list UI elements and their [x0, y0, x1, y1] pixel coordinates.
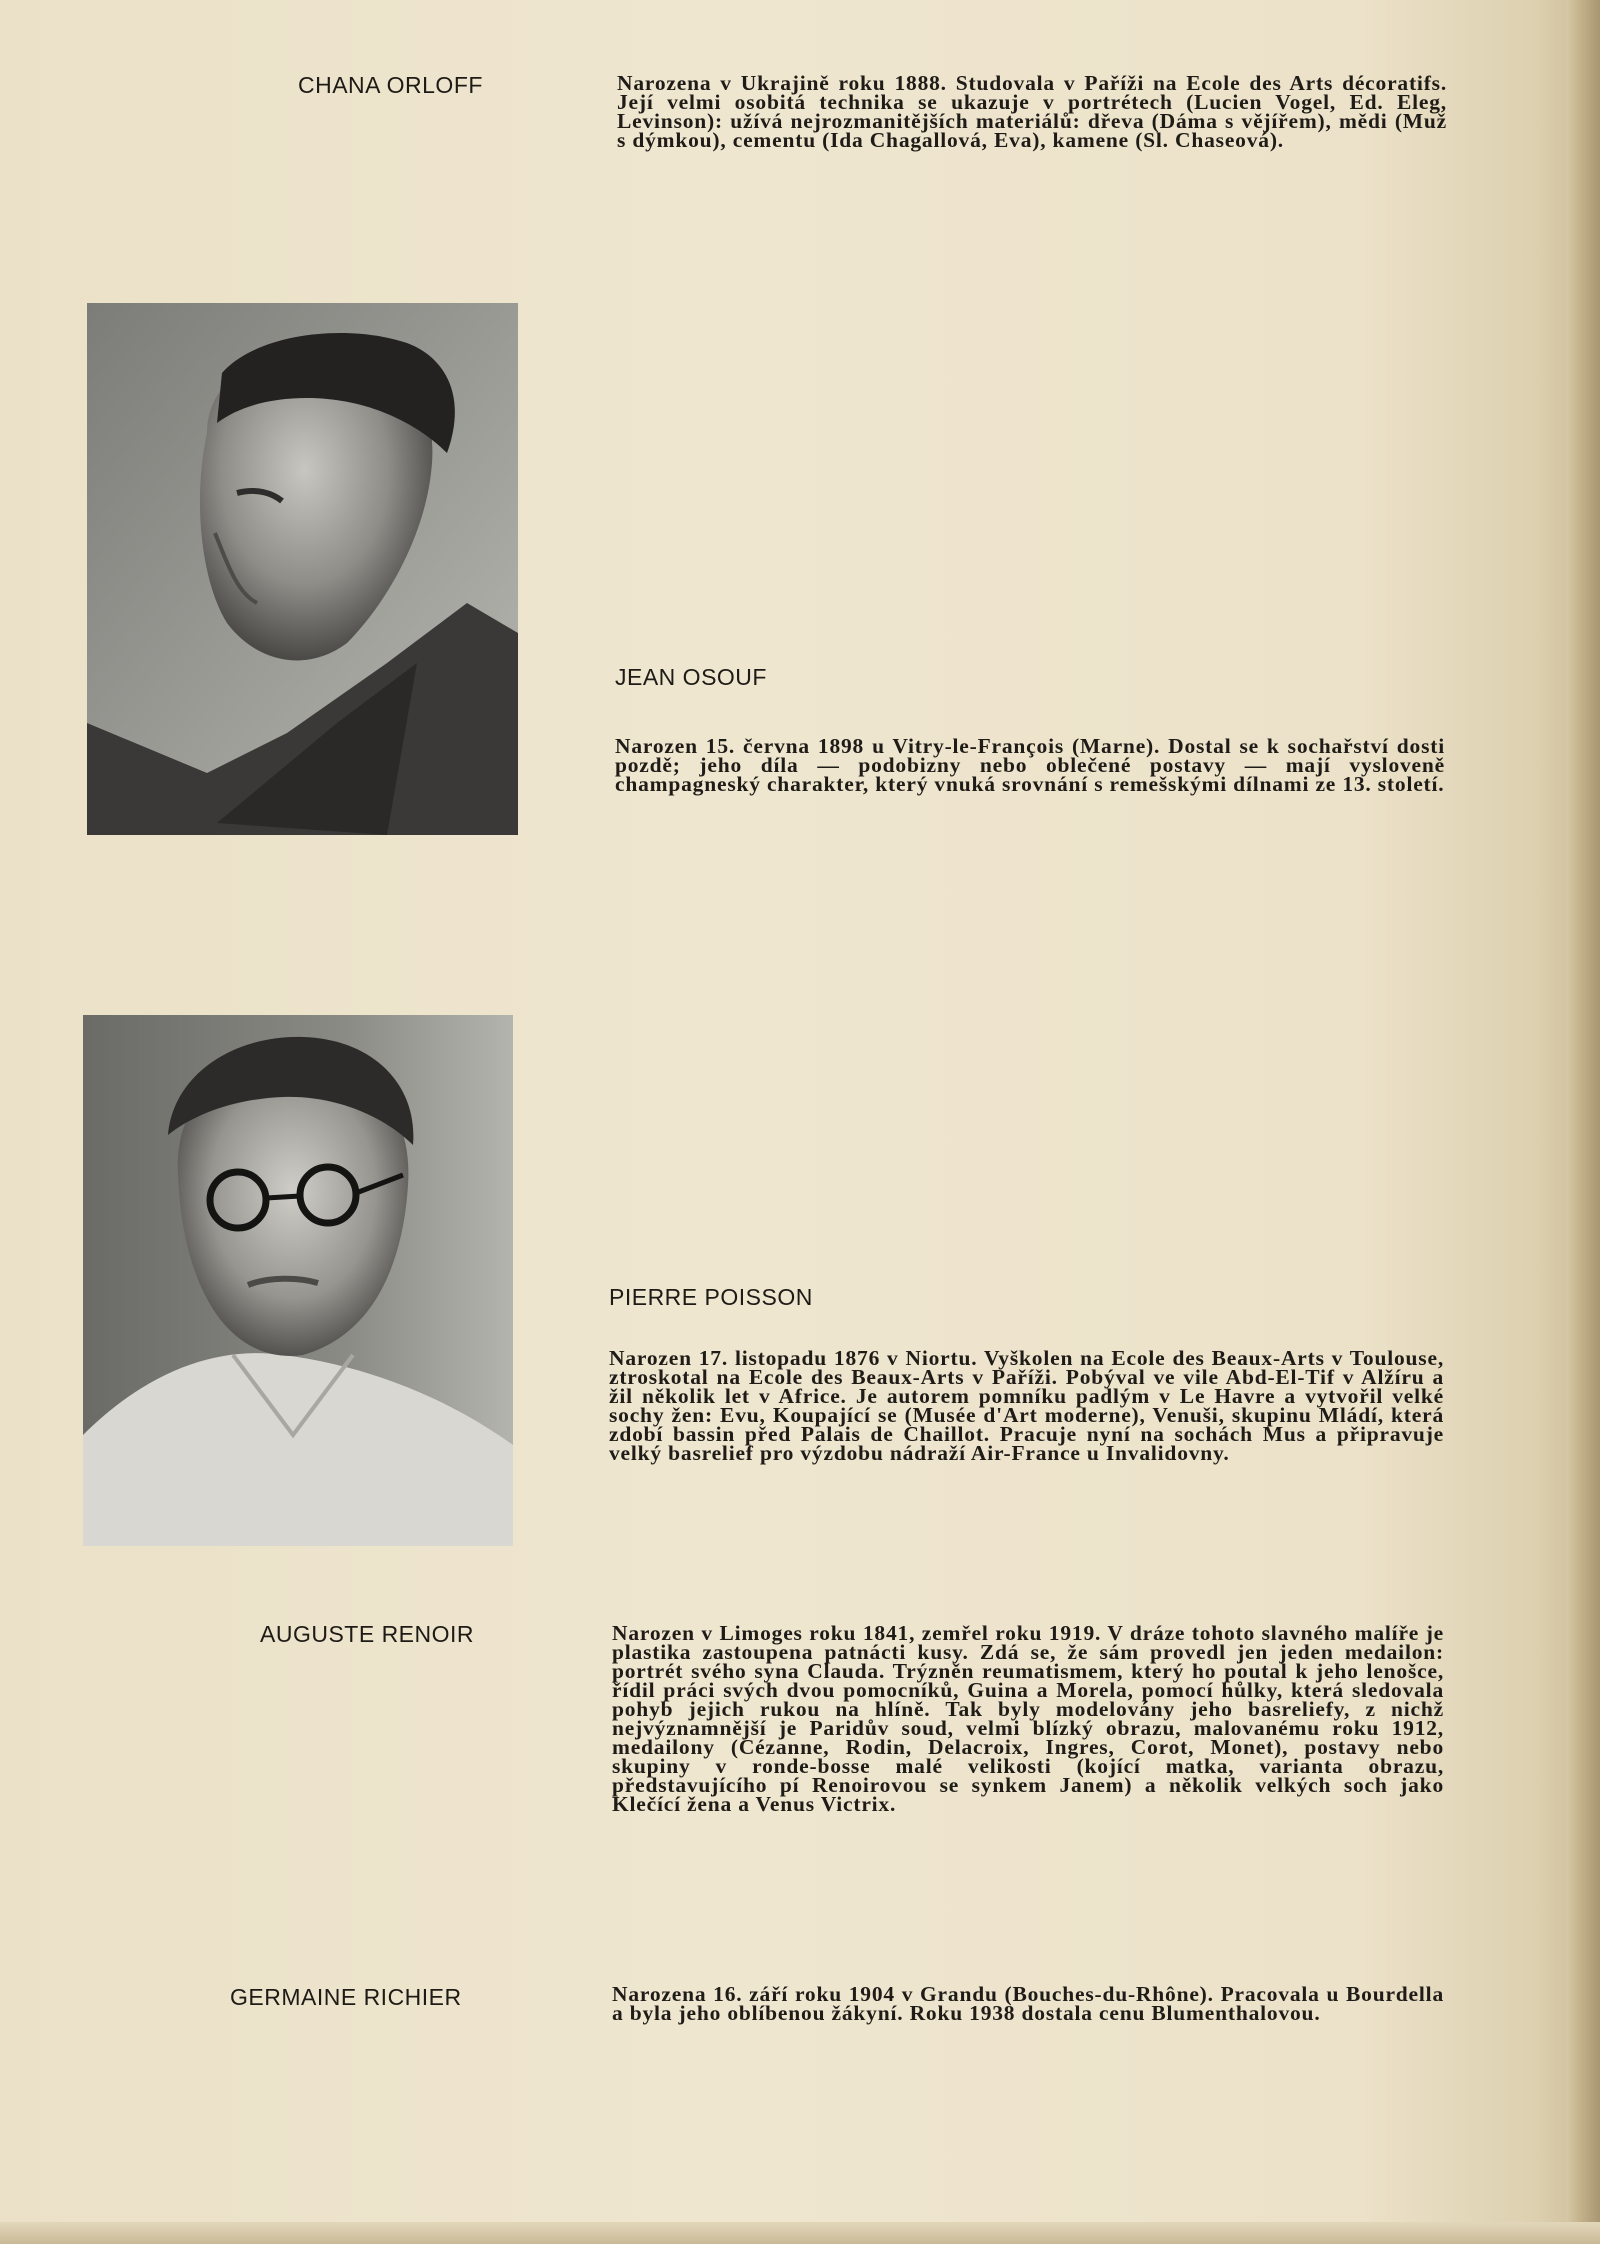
- artist-bio-jean-osouf: Narozen 15. června 1898 u Vitry-le-François (Marne). Dostal se k sochařství dosti pozdě; jeho díla — podobizny nebo oblečené postavy — mají vysloveně champagneský charakter, který vnuká srovnání s remešskými dílnami ze 13. století.: [615, 734, 1445, 796]
- artist-name-pierre-poisson: PIERRE POISSON: [609, 1284, 813, 1310]
- page-edge-right: [1566, 0, 1600, 2244]
- portrait-photo-pierre-poisson: [83, 1015, 513, 1546]
- artist-bio-auguste-renoir: Narozen v Limoges roku 1841, zemřel roku 1919. V dráze tohoto slavného malíře je plastika zastoupena patnácti kusy. Zdá se, že sám provedl jen jeden medailon: portrét svého syna Clauda. Trýzněn reumatismem, který ho poutal k jeho lenošce, řídil práci svých dvou pomocníků, Guina a Morela, pomocí hůlky, která sledovala pohyb jejich rukou na hlíně. Tak byly modelovány jeho basreliefy, z nichž nejvýznamnější je Paridův soud, velmi blízký obrazu, malovanému roku 1912, medailony (Cézanne, Rodin, Delacroix, Ingres, Corot, Monet), postavy nebo skupiny v ronde-bosse malé velikosti (kojící matka, varianta obrazu, představujícího pí Renoirovou se synkem Janem) a několik velkých soch jako Klečící žena a Venus Victrix.: [612, 1621, 1444, 1816]
- artist-name-germaine-richier: GERMAINE RICHIER: [230, 1984, 462, 2010]
- page-edge-bottom: [0, 2222, 1600, 2244]
- artist-name-auguste-renoir: AUGUSTE RENOIR: [260, 1621, 475, 1647]
- artist-bio-pierre-poisson: Narozen 17. listopadu 1876 v Niortu. Vyškolen na Ecole des Beaux-Arts v Toulouse, ztroskotal na Ecole des Beaux-Arts v Paříži. Pobýval ve vile Abd-El-Tif v Alžíru a žil několik let v Africe. Je autorem pomníku padlým v Le Havre a vytvořil velké sochy žen: Evu, Koupající se (Musée d'Art moderne), Venuši, skupinu Mládí, která zdobí bassin před Palais de Chaillot. Pracuje nyní na sochách Mus a připravuje velký basrelief pro výzdobu nádraží Air-France u Invalidovny.: [609, 1346, 1444, 1465]
- artist-bio-chana-orloff: Narozena v Ukrajině roku 1888. Studovala v Paříži na Ecole des Arts décoratifs. Její velmi osobitá technika se ukazuje v portrétech (Lucien Vogel, Ed. Eleg, Levinson): užívá nejrozmanitějších materiálů: dřeva (Dáma s vějířem), mědi (Muž s dýmkou), cementu (Ida Chagallová, Eva), kamene (Sl. Chaseová).: [617, 71, 1447, 152]
- artist-name-chana-orloff: CHANA ORLOFF: [298, 72, 483, 98]
- artist-name-jean-osouf: JEAN OSOUF: [615, 664, 767, 690]
- artist-bio-germaine-richier: Narozena 16. září roku 1904 v Grandu (Bouches-du-Rhône). Pracovala u Bourdella a byla jeho oblíbenou žákyní. Roku 1938 dostala cenu Blumenthalovou.: [612, 1982, 1444, 2025]
- portrait-photo-jean-osouf: [87, 303, 518, 835]
